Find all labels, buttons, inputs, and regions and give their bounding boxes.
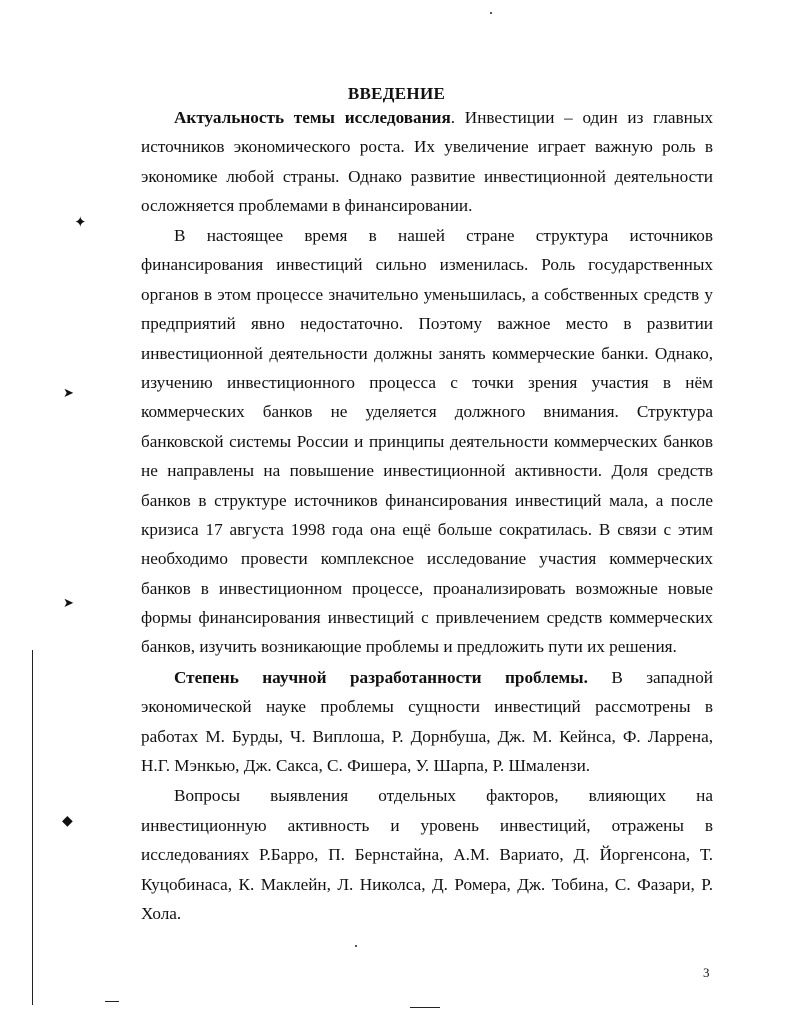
text-line: органов в этом процессе значительно уменьшилась, а собственных средств у [141, 285, 713, 304]
bold-lead-in: Актуальность темы исследования [174, 108, 451, 127]
text-line: Актуальность темы исследования. Инвестиции – один из главных [174, 108, 713, 127]
text-line: Куцобинаса, К. Маклейн, Л. Николса, Д. Ромера, Дж. Тобина, С. Фазари, Р. [141, 875, 713, 894]
text-line: банков в инвестиционном процессе, проанализировать возможные новые [141, 579, 713, 598]
text-line: изучению инвестиционного процесса с точки зрения участия в нём [141, 373, 713, 392]
text-line: финансирования инвестиций сильно изменилась. Роль государственных [141, 255, 713, 274]
scan-mark: ✦ [74, 215, 87, 231]
text-line: инвестиционной деятельности должны занять коммерческие банки. Однако, [141, 344, 713, 363]
text-line: кризиса 17 августа 1998 года она ещё больше сократилась. В связи с этим [141, 520, 713, 539]
text-line: предприятий явно недостаточно. Поэтому важное место в развитии [141, 314, 713, 333]
scan-dot [490, 12, 492, 14]
text-line: формы финансирования инвестиций с привлечением средств коммерческих [141, 608, 713, 627]
bold-lead-in: Степень научной разработанности проблемы. [174, 668, 588, 687]
text-line: Вопросы выявления отдельных факторов, влияющих на [174, 786, 713, 805]
scan-dot [355, 945, 357, 947]
text-line: инвестиционную активность и уровень инвестиций, отражены в [141, 816, 713, 835]
text-line: банковской системы России и принципы деятельности коммерческих банков [141, 432, 713, 451]
text-line: осложняется проблемами в финансировании. [141, 196, 473, 215]
text-line: банков, изучить возникающие проблемы и предложить пути их решения. [141, 637, 677, 656]
text-line: коммерческих банков не уделяется должного внимания. Структура [141, 402, 713, 421]
scan-edge-line [410, 1007, 440, 1008]
text-line: Хола. [141, 904, 182, 923]
text-line: Н.Г. Мэнкью, Дж. Сакса, С. Фишера, У. Шарпа, Р. Шмалензи. [141, 756, 591, 775]
scan-mark: ➤ [63, 385, 74, 400]
text-line: источников экономического роста. Их увеличение играет важную роль в [141, 137, 713, 156]
scan-mark: ◆ [62, 814, 73, 829]
text-line: экономической науке проблемы сущности инвестиций рассмотрены в [141, 697, 713, 716]
text-line: не направлены на повышение инвестиционной активности. Доля средств [141, 461, 713, 480]
page-title: ВВЕДЕНИЕ [347, 84, 446, 103]
text-line: необходимо провести комплексное исследование участия коммерческих [141, 549, 713, 568]
text-line: экономике любой страны. Однако развитие инвестиционной деятельности [141, 167, 713, 186]
text-line: работах М. Бурды, Ч. Виплоша, Р. Дорнбуша, Дж. М. Кейнса, Ф. Ларрена, [141, 727, 713, 746]
text-line: исследованиях Р.Барро, П. Бернстайна, А.М. Вариато, Д. Йоргенсона, Т. [141, 845, 713, 864]
text-line: В настоящее время в нашей стране структура источников [174, 226, 713, 245]
text-line: банков в структуре источников финансирования инвестиций мала, а после [141, 491, 713, 510]
page-number: 3 [703, 965, 710, 980]
text-line: Степень научной разработанности проблемы. В западной [174, 668, 713, 687]
scan-mark: ➤ [63, 595, 74, 610]
scan-edge-line [105, 1001, 119, 1002]
scan-edge-line [32, 650, 33, 1005]
